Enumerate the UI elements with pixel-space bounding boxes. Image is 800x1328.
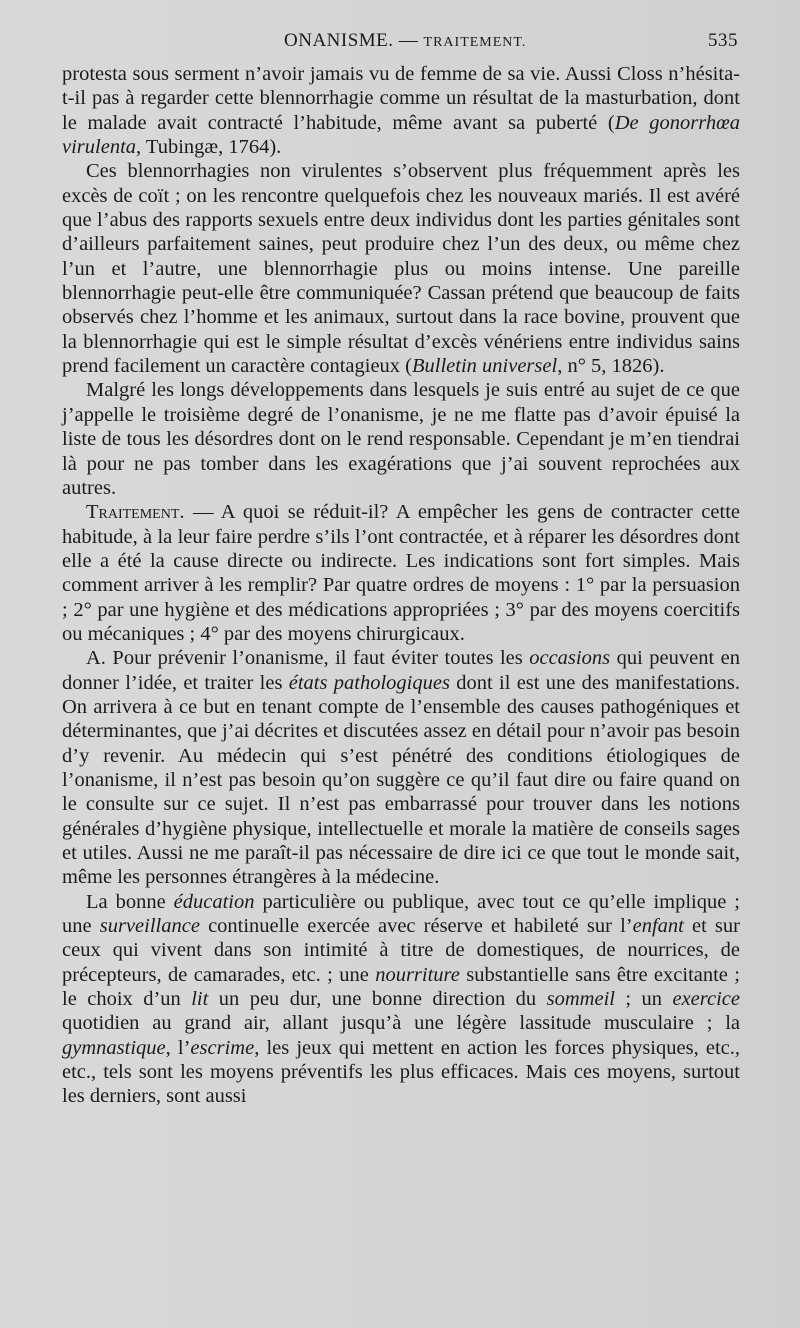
text-run: ; un xyxy=(614,988,673,1011)
text-run: Ces blennorrhagies non virulentes s’observent plus fréquemment après les excès de coït ; on les rencontre quelquefois chez les nouveaux mariés. Il est avéré que l’abus des rapports sexuels entre deux individus dont les parties génitales sont d’ailleurs parfaitement saines, peut produire chez l’un des deux, ou même chez l’un et l’autre, une blennorrhagie plus ou moins intense. Une pareille blennorrhagie peut-elle être communiquée? Cassan prétend que beaucoup de faits observés chez l’homme et les animaux, surtout dans la race bovine, prouvent que la blennorrhagie qui est le simple résultat d’excès vénériens entre individus sains prend facilement un caractère contagieux ( xyxy=(62,160,740,378)
text-run: substantielle sans être excitante ; le choix d’un xyxy=(62,963,740,1011)
text-run: Traitement. xyxy=(86,501,185,524)
text-run: exercice xyxy=(672,988,740,1011)
text-run: continuelle exercée avec réserve et habileté sur l’ xyxy=(199,915,633,938)
text-run: dont il est une des manifestations. On arrivera à ce but en tenant compte de l’ensemble des causes pathogéniques et déterminantes, que j’ai décrites et discutées assez en détail pour n’avoir pas besoin d’y revenir. Au médecin qui s’est pénétré des conditions étiologiques de l’onanisme, il n’est pas besoin qu’on suggère ce qu’il faut dire ou faire quand on le consulte sur ce sujet. Il n’est pas embarrassé pour trouver dans les notions générales d’hygiène physique, intellectuelle et morale la matière de conseils sages et utiles. Aussi ne me paraît-il pas nécessaire de dire ici ce que tout le monde sait, même les personnes étrangères à la médecine. xyxy=(62,671,740,889)
text-run: surveillance xyxy=(99,915,200,938)
text-run: états pathologiques xyxy=(288,671,450,694)
text-run: sommeil xyxy=(546,988,615,1011)
text-run: A. Pour prévenir l’onanisme, il faut éviter toutes les xyxy=(86,647,530,670)
text-run: La bonne xyxy=(86,890,174,913)
text-run: protesta sous serment n’avoir jamais vu de femme de sa vie. Aussi Closs n’hésita-t-il pas à regarder cette blennorrhagie comme un résultat de la masturbation, dont le malade avait contracté l’habitude, même avant sa puberté ( xyxy=(62,63,740,134)
text-run: , Tubingæ, 1764). xyxy=(136,136,282,159)
text-run: nourriture xyxy=(375,963,460,986)
paragraph-3 xyxy=(62,378,740,500)
title-main: ONANISME. xyxy=(284,30,394,51)
text-run: , les jeux qui mettent en action les forces physiques, etc., etc., tels sont les moyens préventifs les plus efficaces. Mais ces moyens, surtout les derniers, sont aussi xyxy=(62,1036,740,1108)
text-run: gymnastique xyxy=(62,1036,166,1059)
paragraph-5-section-a xyxy=(62,646,740,889)
running-title xyxy=(284,30,526,52)
text-run: occasions xyxy=(529,647,611,670)
text-run: , l’ xyxy=(165,1036,191,1059)
page-body-text xyxy=(62,62,740,1109)
text-run: et sur ceux qui vivent dans son intimité à titre de domestiques, de nourrices, de précepteurs, de camarades, etc. ; une xyxy=(62,915,740,986)
title-dash: — xyxy=(398,30,419,51)
text-run: Malgré les longs développements dans lesquels je suis entré au sujet de ce que j’appelle le troisième degré de l’onanisme, je ne me flatte pas d’avoir épuisé la liste de tous les désordres dont on le rend responsable. Cependant je m’en tiendrai là pour ne pas tomber dans les exagérations que j’ai souvent reprochées aux autres. xyxy=(62,379,740,499)
text-run: un peu dur, une bonne direction du xyxy=(208,988,547,1011)
text-run: quotidien au grand air, allant jusqu’à une légère lassitude musculaire ; la xyxy=(62,1012,740,1035)
text-run: enfant xyxy=(632,915,684,938)
page-number: 535 xyxy=(708,30,738,51)
paragraph-6 xyxy=(62,890,740,1109)
running-header xyxy=(60,30,738,60)
text-run: Bulletin universel xyxy=(412,355,558,378)
title-sub: TRAITEMENT. xyxy=(423,35,527,50)
text-run: — A quoi se réduit-il? A empêcher les gens de contracter cette habitude, à la leur faire perdre s’ils l’ont contractée, et à réparer les désordres dont elle a été la cause directe ou indirecte. Les indications sont fort simples. Mais comment arriver à les remplir? Par quatre ordres de moyens : 1° par la persuasion ; 2° par une hygiène et des médications appropriées ; 3° par des moyens coercitifs ou mécaniques ; 4° par des moyens chirurgicaux. xyxy=(62,501,740,645)
paragraph-2 xyxy=(62,159,740,378)
text-run: lit xyxy=(191,988,209,1011)
text-run: éducation xyxy=(173,890,255,913)
text-run: escrime xyxy=(190,1036,255,1059)
text-run: , n° 5, 1826). xyxy=(557,355,665,378)
text-run: qui peuvent en donner l’idée, et traiter les xyxy=(62,647,740,694)
text-run: particulière ou publique, avec tout ce qu’elle implique ; une xyxy=(62,890,740,938)
paragraph-1 xyxy=(62,62,740,159)
text-run: De gonorrhœa virulenta xyxy=(62,111,740,159)
paragraph-4-traitement xyxy=(62,500,740,646)
